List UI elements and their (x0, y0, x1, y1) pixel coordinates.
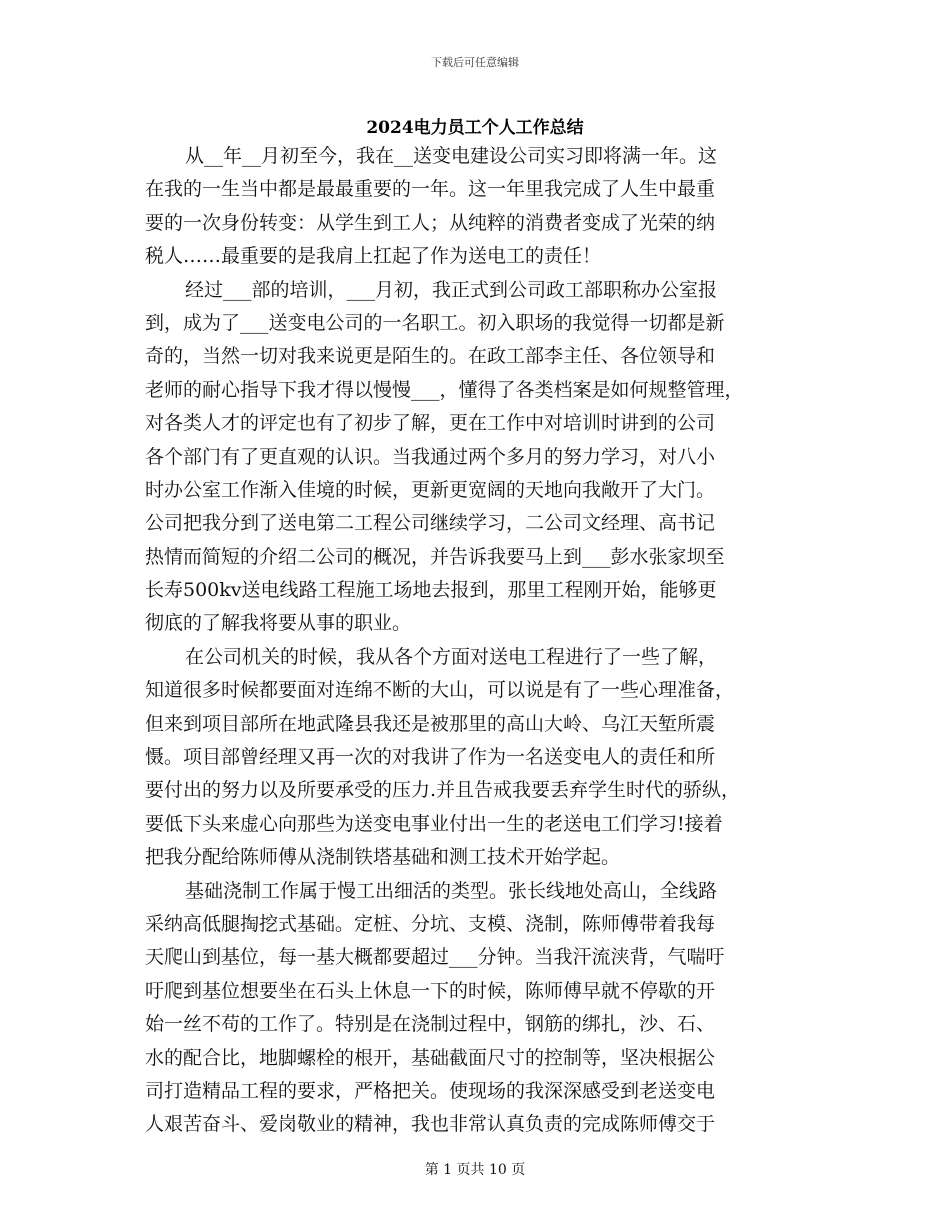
body-line: 要的一次身份转变：从学生到工人；从纯粹的消费者变成了光荣的纳 (145, 211, 716, 234)
body-line: 税人……最重要的是我肩上扛起了作为送电工的责任！ (145, 245, 602, 268)
document-title: 2024电力员工个人工作总结 (366, 118, 584, 138)
body-line: 老师的耐心指导下我才得以慢慢___，懂得了各类档案是如何规整管理， (145, 378, 744, 401)
body-line: 公司把我分到了送电第二工程公司继续学习，二公司文经理、高书记 (145, 512, 716, 535)
document-body (145, 140, 810, 1142)
body-line: 要付出的努力以及所要承受的压力.并且告戒我要丢弃学生时代的骄纵， (145, 779, 741, 802)
body-line: 奇的，当然一切对我来说更是陌生的。在政工部李主任、各位领导和 (145, 345, 716, 368)
body-line: 对各类人才的评定也有了初步了解，更在工作中对培训时讲到的公司 (145, 412, 716, 435)
header-note: 下载后可任意编辑 (431, 56, 519, 69)
page-footer: 第 1 页共 10 页 (424, 1162, 526, 1178)
body-line: 基础浇制工作属于慢工出细活的类型。张长线地处高山，全线路 (185, 879, 718, 902)
body-line: 天爬山到基位，每一基大概都要超过___分钟。当我汗流浃背，气喘吁 (145, 946, 725, 969)
body-line: 司打造精品工程的要求，严格把关。使现场的我深深感受到老送变电 (145, 1079, 716, 1102)
body-line: 在公司机关的时候，我从各个方面对送电工程进行了一些了解， (185, 645, 718, 668)
body-line: 长寿500kv送电线路工程施工场地去报到，那里工程刚开始，能够更 (145, 579, 717, 602)
body-line: 时办公室工作渐入佳境的时候，更新更宽阔的天地向我敞开了大门。 (145, 478, 716, 501)
body-line: 始一丝不苟的工作了。特别是在浇制过程中，钢筋的绑扎，沙、石、 (145, 1013, 716, 1036)
body-line: 但来到项目部所在地武隆县我还是被那里的高山大岭、乌江天堑所震 (145, 712, 716, 735)
body-line: 经过___部的培训，___月初，我正式到公司政工部职称办公室报 (185, 278, 718, 301)
body-line: 到，成为了___送变电公司的一名职工。初入职场的我觉得一切都是新 (145, 311, 725, 334)
body-line: 把我分配给陈师傅从浇制铁塔基础和测工技术开始学起。 (145, 846, 621, 869)
body-line: 水的配合比，地脚螺栓的根开，基础截面尺寸的控制等，坚决根据公 (145, 1046, 716, 1069)
body-line: 彻底的了解我将要从事的职业。 (145, 612, 412, 635)
body-line: 各个部门有了更直观的认识。当我通过两个多月的努力学习，对八小 (145, 445, 716, 468)
body-line: 人艰苦奋斗、爱岗敬业的精神，我也非常认真负责的完成陈师傅交于 (145, 1113, 716, 1136)
body-line: 从__年__月初至今，我在__送变电建设公司实习即将满一年。这 (185, 145, 718, 167)
body-line: 知道很多时候都要面对连绵不断的大山，可以说是有了一些心理准备， (145, 679, 735, 702)
body-line: 采纳高低腿掏挖式基础。定桩、分坑、支模、浇制，陈师傅带着我每 (145, 912, 716, 935)
body-line: 在我的一生当中都是最最重要的一年。这一年里我完成了人生中最重 (145, 178, 716, 201)
body-line: 热情而简短的介绍二公司的概况，并告诉我要马上到___彭水张家坝至 (145, 545, 725, 568)
body-line: 吁爬到基位想要坐在石头上休息一下的时候，陈师傅早就不停歇的开 (145, 979, 716, 1002)
body-line: 要低下头来虚心向那些为送变电事业付出一生的老送电工们学习!接着 (145, 812, 723, 835)
body-line: 慑。项目部曾经理又再一次的对我讲了作为一名送变电人的责任和所 (145, 746, 716, 769)
